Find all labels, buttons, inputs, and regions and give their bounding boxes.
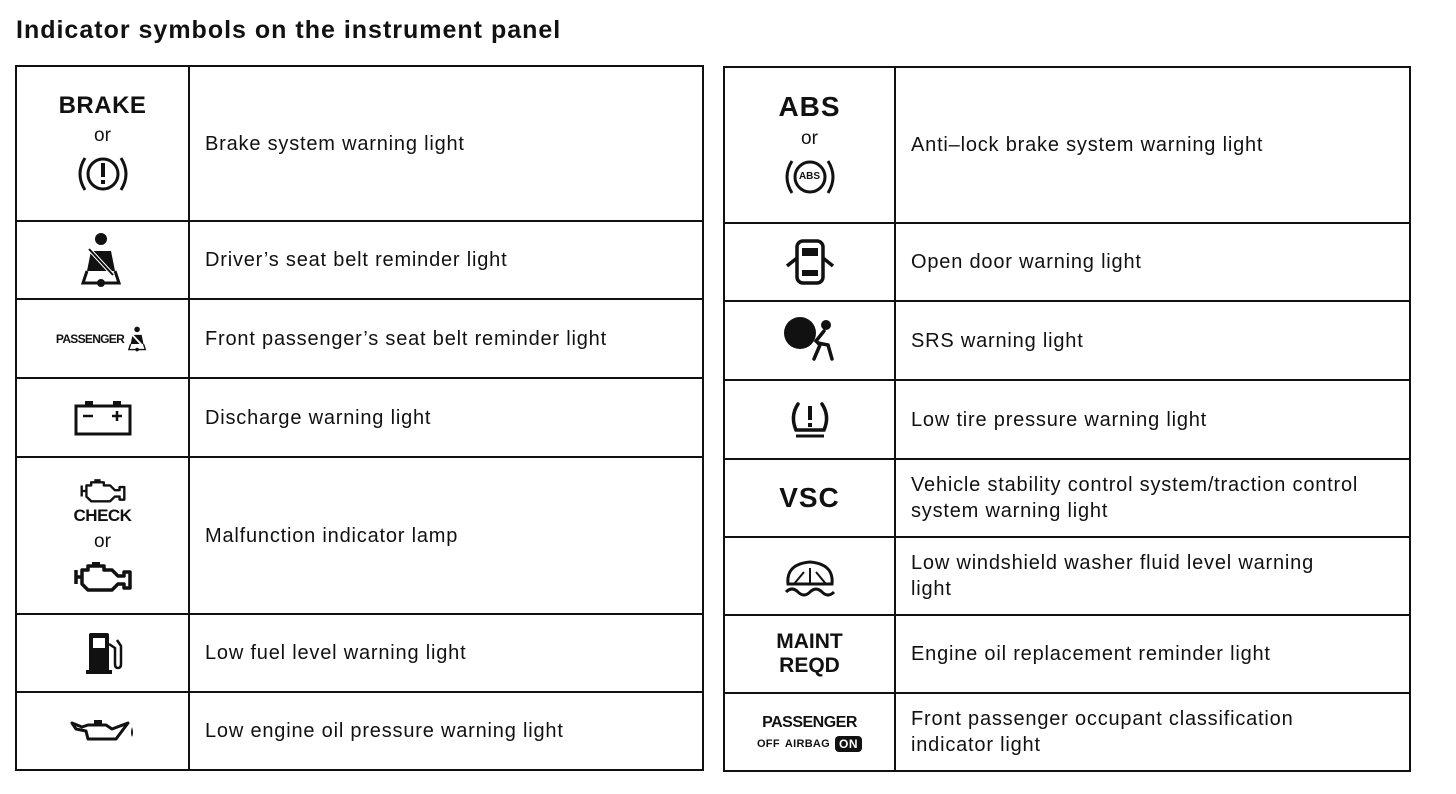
or-label: or (94, 124, 111, 146)
description-cell: Engine oil replacement reminder light (895, 615, 1410, 693)
table-row (16, 299, 703, 378)
engine-icon (76, 476, 130, 506)
description-cell: Low fuel level warning light (189, 614, 703, 692)
table-row (724, 301, 1410, 380)
description-cell: Low tire pressure warning light (895, 380, 1410, 459)
right-indicator-table (723, 66, 1411, 772)
symbol-cell (16, 66, 189, 221)
table-row (724, 67, 1410, 223)
description-cell: Low engine oil pressure warning light (189, 692, 703, 770)
symbol-cell (16, 299, 189, 378)
fuel-pump-icon (83, 630, 123, 676)
abs-icon (779, 155, 841, 199)
left-indicator-table (15, 65, 704, 771)
description-cell: Anti–lock brake system warning light (895, 67, 1410, 223)
symbol-cell (16, 614, 189, 692)
off-label: OFF (756, 737, 780, 750)
on-badge: ON (835, 736, 862, 752)
or-label: or (801, 128, 818, 149)
oil-can-icon (68, 715, 138, 747)
description-cell: Front passenger’s seat belt reminder light (189, 299, 703, 378)
passenger-label: PASSENGER (55, 331, 125, 346)
seat-belt-icon (79, 231, 127, 289)
symbol-cell (724, 693, 895, 771)
table-row (724, 615, 1410, 693)
symbol-cell (724, 380, 895, 459)
description-cell (895, 537, 1410, 615)
description-line: Low windshield washer fluid level warning (911, 552, 1314, 574)
symbol-cell (724, 459, 895, 537)
battery-icon (73, 399, 133, 437)
description-cell (895, 693, 1410, 771)
table-row (16, 457, 703, 614)
open-door-car-icon (783, 238, 837, 286)
table-row (16, 378, 703, 457)
page-title: Indicator symbols on the instrument panel (16, 16, 562, 44)
engine-icon (72, 558, 134, 596)
passenger-label: PASSENGER (762, 713, 857, 731)
description-line: indicator light (911, 734, 1041, 756)
check-label: CHECK (73, 505, 132, 525)
reqd-label: REQD (779, 654, 840, 677)
symbol-cell (16, 221, 189, 299)
symbol-cell (16, 378, 189, 457)
symbol-cell (724, 67, 895, 223)
brake-warning-icon (72, 152, 134, 196)
table-row (724, 223, 1410, 301)
airbag-label: AIRBAG (784, 737, 831, 750)
table-row (16, 66, 703, 221)
symbol-cell (724, 301, 895, 380)
symbol-cell (16, 692, 189, 770)
table-row (16, 692, 703, 770)
or-label: or (94, 530, 111, 552)
symbol-cell (724, 223, 895, 301)
description-cell: SRS warning light (895, 301, 1410, 380)
symbol-cell (724, 615, 895, 693)
maint-label: MAINT (776, 630, 843, 653)
description-cell: Open door warning light (895, 223, 1410, 301)
description-cell: Discharge warning light (189, 378, 703, 457)
description-cell: Malfunction indicator lamp (189, 457, 703, 614)
airbag-icon (780, 315, 840, 367)
description-line: Front passenger occupant classification (911, 708, 1294, 730)
description-line: light (911, 578, 952, 600)
brake-label: BRAKE (58, 91, 147, 119)
abs-label: ABS (778, 91, 841, 122)
washer-fluid-icon (782, 554, 838, 598)
description-cell: Driver’s seat belt reminder light (189, 221, 703, 299)
table-row (724, 459, 1410, 537)
table-row (16, 614, 703, 692)
abs-badge-text: ABS (798, 171, 821, 182)
seat-belt-icon (127, 325, 149, 353)
table-row (724, 693, 1410, 771)
description-line: Vehicle stability control system/traction control (911, 474, 1359, 496)
description-line: system warning light (911, 500, 1109, 522)
symbol-cell (724, 537, 895, 615)
table-row (724, 537, 1410, 615)
symbol-cell (16, 457, 189, 614)
table-row (724, 380, 1410, 459)
table-row (16, 221, 703, 299)
vsc-label: VSC (779, 482, 840, 513)
description-cell (895, 459, 1410, 537)
description-cell: Brake system warning light (189, 66, 703, 221)
tire-pressure-icon (788, 398, 832, 442)
